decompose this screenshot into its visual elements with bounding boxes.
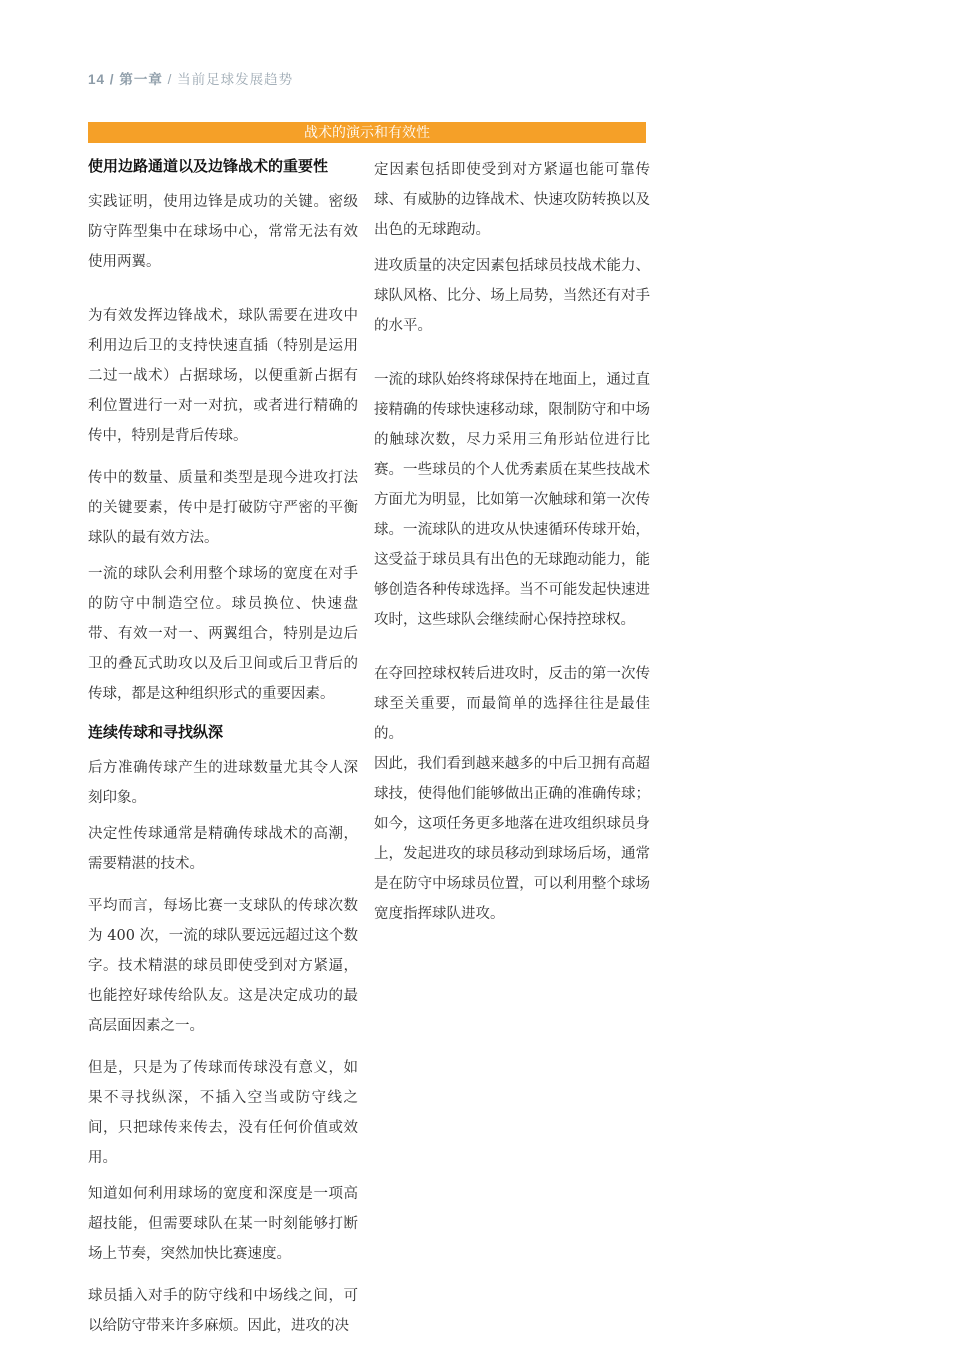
page-number: 14 [88, 72, 106, 87]
paragraph: 一流的球队会利用整个球场的宽度在对手的防守中制造空位。球员换位、快速盘带、有效一对一、两翼组合，特别是边后卫的叠瓦式助攻以及后卫间或后卫背后的传球，都是这种组织形式的重要因素。 [88, 566, 358, 702]
section-banner-title: 战术的演示和有效性 [304, 124, 430, 140]
right-column [374, 155, 650, 929]
paragraph: 进攻质量的决定因素包括球员技战术能力、球队风格、比分、场上局势，当然还有对手的水平。 [374, 258, 650, 334]
paragraph: 平均而言，每场比赛一支球队的传球次数为 400 次，一流的球队要远远超过这个数字。技术精湛的球员即使受到对方紧逼，也能控好球传给队友。这是决定成功的最高层面因素之一。 [88, 898, 358, 1034]
paragraph: 传中的数量、质量和类型是现今进攻打法的关键要素，传中是打破防守严密的平衡球队的最有效方法。 [88, 470, 358, 546]
paragraph: 一流的球队始终将球保持在地面上，通过直接精确的传球快速移动球，限制防守和中场的触球次数，尽力采用三角形站位进行比赛。一些球员的个人优秀素质在某些技战术方面尤为明显，比如第一次触球和第一次传球。一流球队的进攻从快速循环传球开始，这受益于球员具有出色的无球跑动能力，能够创造各种传球选择。当不可能发起快速进攻时，这些球队会继续耐心保持控球权。 [374, 372, 650, 628]
content-columns [88, 155, 650, 1341]
paragraph: 为有效发挥边锋战术，球队需要在进攻中利用边后卫的支持快速直插（特别是运用二过一战术）占据球场，以便重新占据有利位置进行一对一对抗，或者进行精确的传中，特别是背后传球。 [88, 308, 358, 444]
paragraph: 但是，只是为了传球而传球没有意义，如果不寻找纵深，不插入空当或防守线之间，只把球传来传去，没有任何价值或效用。 [88, 1060, 358, 1166]
subheading-wing-play: 使用边路通道以及边锋战术的重要性 [88, 158, 329, 175]
paragraph: 实践证明，使用边锋是成功的关键。密级防守阵型集中在球场中心，常常无法有效使用两翼。 [88, 194, 358, 270]
left-column [88, 155, 358, 1341]
paragraph: 决定性传球通常是精确传球战术的高潮，需要精湛的技术。 [88, 826, 358, 872]
chapter-label: 第一章 [119, 72, 163, 87]
paragraph: 因此，我们看到越来越多的中后卫拥有高超球技，使得他们能够做出正确的准确传球；如今，这项任务更多地落在进攻组织球员身上，发起进攻的球员移动到球场后场，通常是在防守中场球员位置，可以利用整个球场宽度指挥球队进攻。 [374, 756, 650, 922]
paragraph: 在夺回控球权转后进攻时，反击的第一次传球至关重要，而最简单的选择往往是最佳的。 [374, 666, 650, 742]
section-banner [88, 122, 646, 143]
chapter-title: 当前足球发展趋势 [177, 72, 294, 87]
subheading-passing-depth: 连续传球和寻找纵深 [88, 724, 224, 741]
paragraph: 知道如何利用球场的宽度和深度是一项高超技能，但需要球队在某一时刻能够打断场上节奏，突然加快比赛速度。 [88, 1186, 358, 1262]
header-separator-2: / [167, 72, 173, 87]
paragraph: 球员插入对手的防守线和中场线之间，可以给防守带来许多麻烦。因此，进攻的决 [88, 1288, 358, 1334]
page-header [88, 68, 959, 88]
paragraph: 定因素包括即使受到对方紧逼也能可靠传球、有威胁的边锋战术、快速攻防转换以及出色的无球跑动。 [374, 162, 650, 238]
header-separator-1: / [109, 72, 115, 87]
paragraph: 后方准确传球产生的进球数量尤其令人深刻印象。 [88, 760, 358, 806]
